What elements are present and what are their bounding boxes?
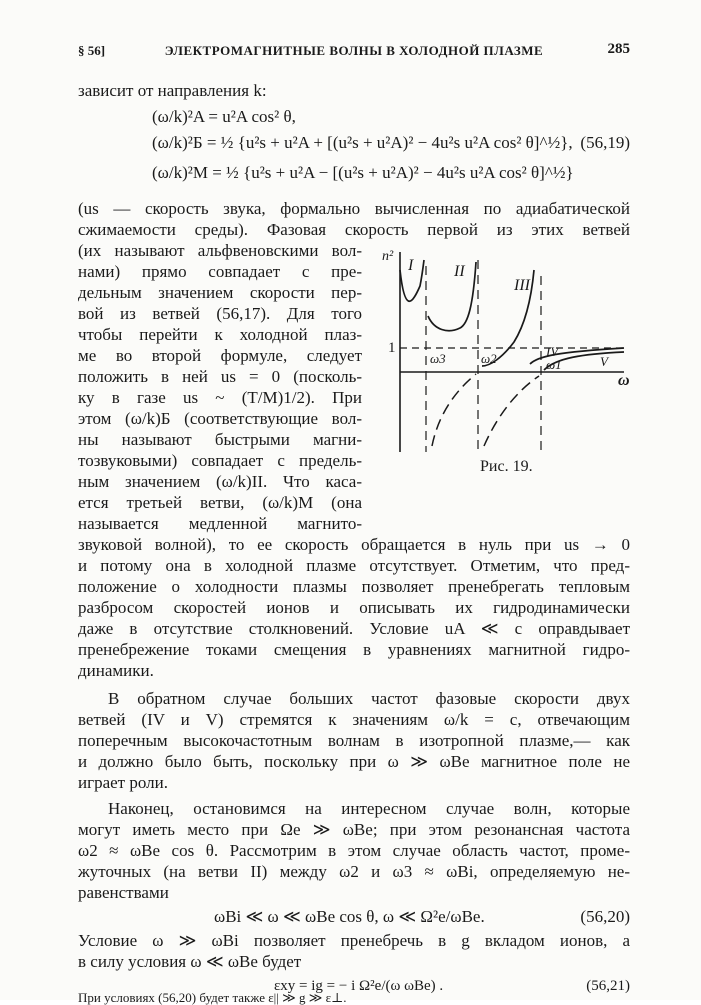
branch-II-lower xyxy=(432,374,476,446)
text-line: тозвуковыми) совпадает с предель- xyxy=(78,451,362,470)
text-line: ветвей (IV и V) стремятся к значениям ω/k = c, отвечающим xyxy=(78,710,630,729)
branch-IV-label: IV xyxy=(546,344,559,359)
equation-slow: (ω/k)²М = ½ {u²s + u²A − [(u²s + u²A)² − 4u²s u²A cos² θ]^½} xyxy=(152,163,574,182)
branch-II-label: II xyxy=(454,263,465,280)
text-line: даже в отсутствие столкновений. Условие uA ≪ c оправдывает xyxy=(78,619,630,638)
text-line: звуковой волной), то ее скорость обращается в нуль при us → 0 xyxy=(78,535,630,554)
text-line: зависит от направления k: xyxy=(78,81,267,100)
branch-II-curve xyxy=(428,262,476,331)
branch-IV-lower xyxy=(484,376,539,446)
equation-56-21: εxy = ig = − i Ω²e/(ω ωBe) . xyxy=(274,978,444,994)
omega3-label: ω3 xyxy=(430,351,446,366)
text-line: пренебрежение токами смещения в уравнениях магнитной гидро- xyxy=(78,640,630,659)
text-line: При условиях (56,20) будет также ε|| ≫ g ≫ ε⊥. xyxy=(78,990,347,1005)
text-line: дельным значением скорости пер- xyxy=(78,283,362,302)
page-number: 285 xyxy=(607,41,630,57)
unity-label: 1 xyxy=(388,340,396,356)
text-line: могут иметь место при Ωe ≫ ωBe; при этом резонансная частота xyxy=(78,820,630,839)
text-line: нами) прямо совпадает с пре- xyxy=(78,262,362,281)
equation-alfven: (ω/k)²A = u²A cos² θ, xyxy=(152,107,296,126)
text-line: чтобы перейти к холодной плаз- xyxy=(78,325,362,344)
text-line: вой из ветвей (56,17). Для того xyxy=(78,304,362,323)
branch-I-label: I xyxy=(408,257,414,274)
text-line: равенствами xyxy=(78,883,169,902)
text-line: Наконец, остановимся на интересном случае волн, которые xyxy=(108,799,630,818)
equation-number: (56,19) xyxy=(580,133,630,152)
text-line: играет роли. xyxy=(78,773,168,792)
equation-number: (56,20) xyxy=(580,907,630,926)
text-line: и потому она в холодной плазме отсутствует. Отметим, что пред- xyxy=(78,556,630,575)
figure-caption: Рис. 19. xyxy=(480,458,533,475)
text-line: ме во второй формуле, следует xyxy=(78,346,362,365)
text-line: этом (ω/k)Б (соответствующие вол- xyxy=(78,409,362,428)
equation-number: (56,21) xyxy=(586,978,630,994)
text-line: ны называют быстрыми магни- xyxy=(78,430,362,449)
text-line: ω2 ≈ ωBe cos θ. Рассмотрим в этом случае область частот, проме- xyxy=(78,841,630,860)
text-line: называется медленной магнито- xyxy=(78,514,362,533)
text-line: разбросом скоростей ионов и описывать их гидродинамически xyxy=(78,598,630,617)
equation-56-20: ωBi ≪ ω ≪ ωBe cos θ, ω ≪ Ω²e/ωBe. xyxy=(214,907,485,926)
text-line: и должно было быть, поскольку при ω ≫ ωBe магнитное поле не xyxy=(78,752,630,771)
equation-fast: (ω/k)²Б = ½ {u²s + u²A + [(u²s + u²A)² − 4u²s u²A cos² θ]^½}, xyxy=(152,133,573,152)
text-line: положение о холодности плазмы позволяет пренебрегать тепловым xyxy=(78,577,630,596)
branch-III-label: III xyxy=(514,277,530,294)
text-line: жуточных (на ветви II) между ω2 и ω3 ≈ ωBi, определяемую не- xyxy=(78,862,630,881)
text-line: (us — скорость звука, формально вычисленная по адиабатической xyxy=(78,199,630,218)
text-line: ку в газе us ~ (T/M)1/2). При xyxy=(78,388,362,407)
text-line: ется третьей ветви, (ω/k)М (она xyxy=(78,493,362,512)
omega2-label: ω2 xyxy=(481,351,497,366)
running-title: ЭЛЕКТРОМАГНИТНЫЕ ВОЛНЫ В ХОЛОДНОЙ ПЛАЗМЕ xyxy=(164,43,544,58)
text-line: динамики. xyxy=(78,661,154,680)
text-line: сжимаемости среды). Фазовая скорость первой из этих ветвей xyxy=(78,220,630,239)
running-header xyxy=(78,40,630,62)
figure-19-plot xyxy=(378,246,632,452)
x-axis-label: ω xyxy=(618,372,630,389)
text-line: ным значением (ω/k)II. Что каса- xyxy=(78,472,362,491)
text-line: положить в ней us = 0 (посколь- xyxy=(78,367,362,386)
y-axis-label: n² xyxy=(382,249,394,264)
text-line: в силу условия ω ≪ ωBe будет xyxy=(78,952,302,971)
text-line: (их называют альфвеновскими вол- xyxy=(78,241,362,260)
section-number: § 56] xyxy=(78,43,106,58)
text-line: поперечным высокочастотным волнам в изотропной плазме,— как xyxy=(78,731,630,750)
text-line: Условие ω ≫ ωBi позволяет пренебречь в g вкладом ионов, а xyxy=(78,931,630,950)
text-line: В обратном случае больших частот фазовые скорости двух xyxy=(108,689,630,708)
branch-V-label: V xyxy=(600,354,608,369)
omega1-label: ω1 xyxy=(546,357,562,372)
